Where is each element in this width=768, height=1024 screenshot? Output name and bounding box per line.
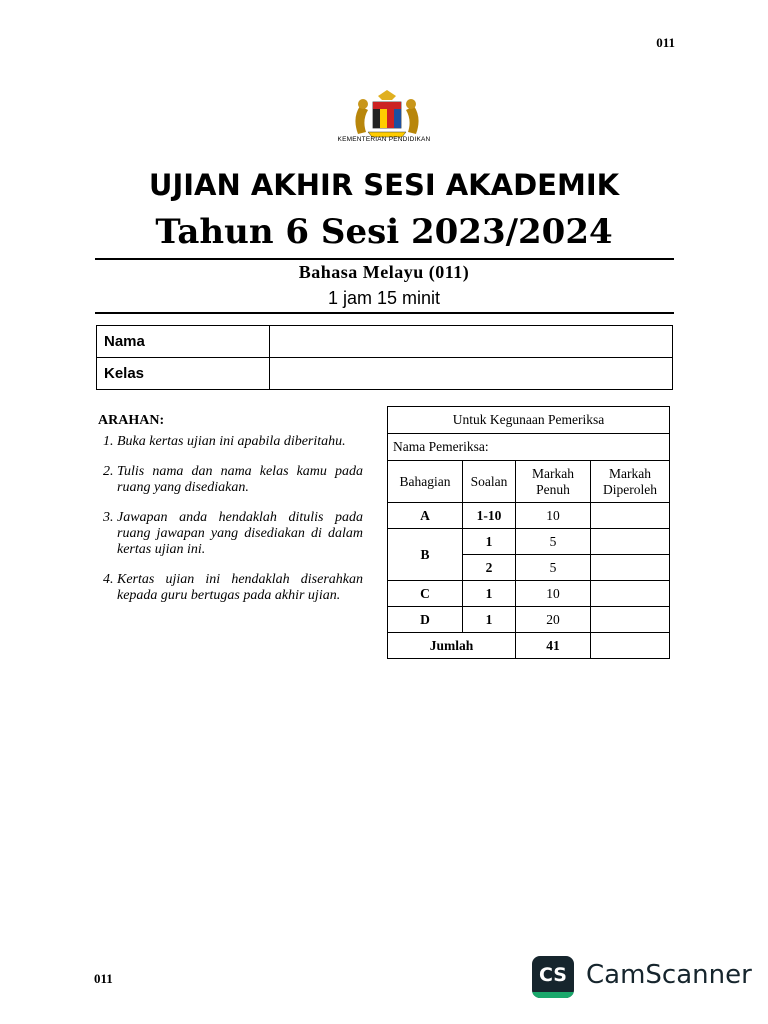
class-field[interactable] [270, 358, 673, 390]
question-cell: 1 [463, 529, 516, 555]
camscanner-logo-icon [532, 956, 574, 998]
ministry-name: KEMENTERIAN PENDIDIKAN [337, 136, 431, 143]
total-label: Jumlah [388, 633, 516, 659]
instruction-item: 3. Jawapan anda hendaklah ditulis pada ruang jawapan yang disediakan di dalam kertas ujian ini. [117, 510, 363, 558]
question-cell: 2 [463, 555, 516, 581]
name-row [97, 326, 673, 358]
table-row [388, 607, 670, 633]
question-cell: 1-10 [463, 503, 516, 529]
examiner-name-field[interactable]: Nama Pemeriksa: [388, 434, 670, 461]
class-row [97, 358, 673, 390]
table-row [388, 581, 670, 607]
name-label: Nama [97, 326, 270, 358]
full-marks-cell: 10 [516, 581, 591, 607]
class-label: Kelas [97, 358, 270, 390]
examiner-marks-table [387, 406, 670, 659]
camscanner-watermark: CamScanner [586, 960, 752, 990]
exam-year-session: Tahun 6 Sesi 2023/2024 [155, 212, 613, 252]
page-code-bottom: 011 [94, 971, 113, 986]
logo-strip [532, 992, 574, 998]
instruction-item: 1. Buka kertas ujian ini apabila diberitahu. [117, 434, 363, 450]
divider [95, 312, 674, 314]
section-cell: C [388, 581, 463, 607]
header-section: Bahagian [388, 461, 463, 503]
exam-duration: 1 jam 15 minit [327, 288, 441, 308]
full-marks-cell: 5 [516, 555, 591, 581]
marks-caption: Untuk Kegunaan Pemeriksa [388, 407, 670, 434]
page-code-top: 011 [656, 35, 675, 50]
divider [95, 258, 674, 260]
instruction-item: 4. Kertas ujian ini hendaklah diserahkan kepada guru bertugas pada akhir ujian. [117, 572, 363, 604]
header-full-marks: Markah Penuh [516, 461, 591, 503]
question-cell: 1 [463, 607, 516, 633]
obtained-marks-cell[interactable] [591, 529, 670, 555]
instruction-item: 2. Tulis nama dan nama kelas kamu pada ruang yang disediakan. [117, 464, 363, 496]
section-cell: D [388, 607, 463, 633]
instructions-title: ARAHAN: [98, 413, 165, 428]
exam-title: UJIAN AKHIR SESI AKADEMIK [148, 168, 620, 202]
instructions-list [98, 434, 363, 604]
obtained-marks-cell[interactable] [591, 607, 670, 633]
obtained-marks-cell[interactable] [591, 581, 670, 607]
obtained-marks-cell[interactable] [591, 503, 670, 529]
student-info-table [96, 325, 673, 390]
header-question: Soalan [463, 461, 516, 503]
camscanner-logo-text: CS [539, 964, 567, 986]
instructions [98, 413, 363, 618]
section-cell: B [388, 529, 463, 581]
table-row [388, 503, 670, 529]
total-row [388, 633, 670, 659]
total-full-marks: 41 [516, 633, 591, 659]
full-marks-cell: 5 [516, 529, 591, 555]
obtained-marks-cell[interactable] [591, 555, 670, 581]
full-marks-cell: 10 [516, 503, 591, 529]
subject-title: Bahasa Melayu (011) [298, 262, 470, 282]
header-obtained-marks: Markah Diperoleh [591, 461, 670, 503]
full-marks-cell: 20 [516, 607, 591, 633]
question-cell: 1 [463, 581, 516, 607]
name-field[interactable] [270, 326, 673, 358]
table-row [388, 529, 670, 555]
section-cell: A [388, 503, 463, 529]
total-obtained-marks[interactable] [591, 633, 670, 659]
